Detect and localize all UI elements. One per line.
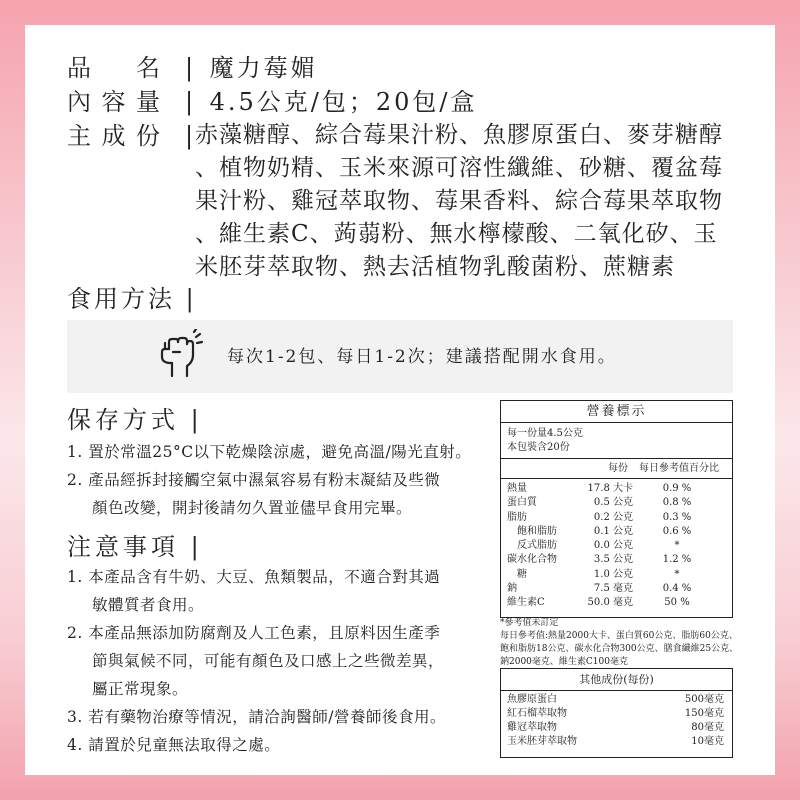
nutrient-per: 0.1 公克 [593,525,633,537]
ingredients-label: 主 成 份 [67,122,163,150]
label-card [25,25,775,775]
notice-item-cont: 敏體質者食用。 [92,596,205,614]
notice-title-text: 注意事項 [67,533,179,561]
ingredients-line: 米胚芽萃取物、熱去活植物乳酸菌粉、蔗糖素 [195,254,675,280]
notice-item: 2. 本產品無添加防腐劑及人工色素，且原料因生產季 [67,624,441,642]
nutrient-per: 0.5 公克 [593,497,633,509]
product-name-row [67,52,318,84]
nutrient-name: 飽和脂肪 [507,525,557,537]
divider: | [185,54,197,82]
footnote-asterisk: *參考值未訂定 [500,618,559,628]
nutrient-name: 維生素C [507,597,545,609]
hand-fist-icon [152,329,204,381]
ingredients-list [195,119,740,284]
other-rows [501,691,732,749]
nutrient-dv: 0.8 % [662,497,692,509]
nutrient-dv: 0.4 % [662,583,692,595]
nutrient-per: 1.0 公克 [593,568,633,580]
other-name: 雞冠萃取物 [507,722,557,733]
other-row [501,721,732,735]
notice-item-cont: 節與氣候不同，可能有顏色及口感上之些微差異， [92,652,445,670]
divider: | [190,533,203,561]
nutrition-row [501,568,732,582]
nutrient-per: 0.2 公克 [593,511,633,523]
other-name: 魚膠原蛋白 [507,694,557,705]
footnote-reference: 每日參考值:熱量2000大卡、蛋白質60公克、脂肪60公克、飽和脂肪18公克、碳水化合物300公克、膳食纖維25公克、鈉2000毫克、維生素C100毫克 [500,631,739,667]
other-value: 10毫克 [691,736,724,747]
storage-title-text: 保存方式 [67,406,179,434]
nutrient-name: 蛋白質 [507,497,537,509]
content-row [67,86,478,118]
nutrition-row [501,525,732,539]
usage-label: 食用方法 [67,285,175,313]
other-row [501,735,732,749]
other-value: 80毫克 [691,722,724,733]
notice-item: 4. 請置於兒童無法取得之處。 [67,736,281,754]
nutrition-rows [501,479,732,611]
nutrition-table [500,400,733,618]
ingredients-line: 果汁粉、雞冠萃取物、莓果香料、綜合莓果萃取物 [195,188,723,214]
usage-row [67,283,200,315]
usage-box [67,320,733,393]
nutrition-row [501,482,732,496]
storage-item-cont: 顏色改變，開封後請勿久置並儘早食用完畢。 [92,499,413,517]
notice-list [67,563,507,759]
col-dv: 每日參考值百分比 [639,463,719,474]
other-ingredients-table [500,668,733,758]
storage-item: 2. 產品經拆封接觸空氣中濕氣容易有粉末凝結及些微 [67,471,441,489]
nutrition-row [501,511,732,525]
nutrient-name: 脂肪 [507,511,527,523]
col-per: 每份 [608,463,628,474]
storage-item: 1. 置於常溫25°C以下乾燥陰涼處，避免高溫/陽光直射。 [67,443,472,461]
product-name-value: 魔力莓媚 [209,54,318,82]
ingredients-line: 、植物奶精、玉米來源可溶性纖維、砂糖、覆盆莓 [195,155,723,181]
nutrient-per: 17.8 大卡 [587,483,633,494]
content-label: 內 容 量 [67,88,163,116]
usage-text: 每次1-2包、每日1-2次；建議搭配開水食用。 [227,347,617,367]
notice-item: 3. 若有藥物治療等情況，請洽詢醫師/營養師後食用。 [67,708,446,726]
nutrition-notes [500,617,740,669]
other-name: 玉米胚芽萃取物 [507,736,577,747]
divider: | [190,406,203,434]
other-title: 其他成份(每份) [501,669,732,691]
nutrition-row [501,539,732,553]
nutrient-dv: 50 % [664,597,690,609]
divider: | [185,122,197,150]
other-row [501,693,732,707]
nutrition-row [501,496,732,510]
nutrition-col-header [501,459,732,479]
nutrition-title: 營養標示 [501,401,732,423]
nutrient-dv: 1.2 % [662,554,692,566]
other-name: 紅石榴萃取物 [507,708,567,719]
nutrient-dv: 0.9 % [662,483,692,494]
ingredients-row [67,120,199,152]
notice-title [67,527,205,562]
serving-size: 每一份量4.5公克 [507,428,583,439]
nutrient-per: 3.5 公克 [593,554,633,566]
nutrient-per: 7.5 毫克 [593,583,633,595]
content-value: 4.5公克/包；20包/盒 [209,88,478,116]
nutrient-name: 糖 [507,568,527,580]
nutrient-dv: * [674,568,680,580]
servings-per-pack: 本包裝含20份 [507,442,570,454]
ingredients-line: 、維生素C、蒟蒻粉、無水檸檬酸、二氧化矽、玉 [195,221,718,247]
other-value: 500毫克 [684,694,724,705]
nutrition-serving [501,423,732,459]
nutrition-row [501,553,732,567]
nutrient-name: 反式脂肪 [507,540,557,552]
notice-item: 1. 本產品含有牛奶、大豆、魚類製品，不適合對其過 [67,568,441,586]
divider: | [185,88,197,116]
nutrition-row [501,582,732,596]
notice-item-cont: 屬正常現象。 [92,680,189,698]
nutrient-name: 熱量 [507,483,527,494]
other-row [501,707,732,721]
nutrient-name: 鈉 [507,583,517,595]
nutrient-per: 50.0 毫克 [587,597,633,609]
nutrient-dv: 0.3 % [662,511,692,523]
nutrient-per: 0.0 公克 [593,540,633,552]
divider: | [185,285,197,313]
storage-title [67,400,205,435]
nutrient-name: 碳水化合物 [507,554,557,566]
nutrient-dv: * [674,540,680,552]
nutrient-dv: 0.6 % [662,525,692,537]
ingredients-line: 赤藻糖醇、綜合莓果汁粉、魚膠原蛋白、麥芽糖醇 [195,122,723,148]
other-value: 150毫克 [684,708,724,719]
product-name-label: 品 名 [67,54,163,82]
storage-list [67,438,507,522]
nutrition-row [501,596,732,610]
